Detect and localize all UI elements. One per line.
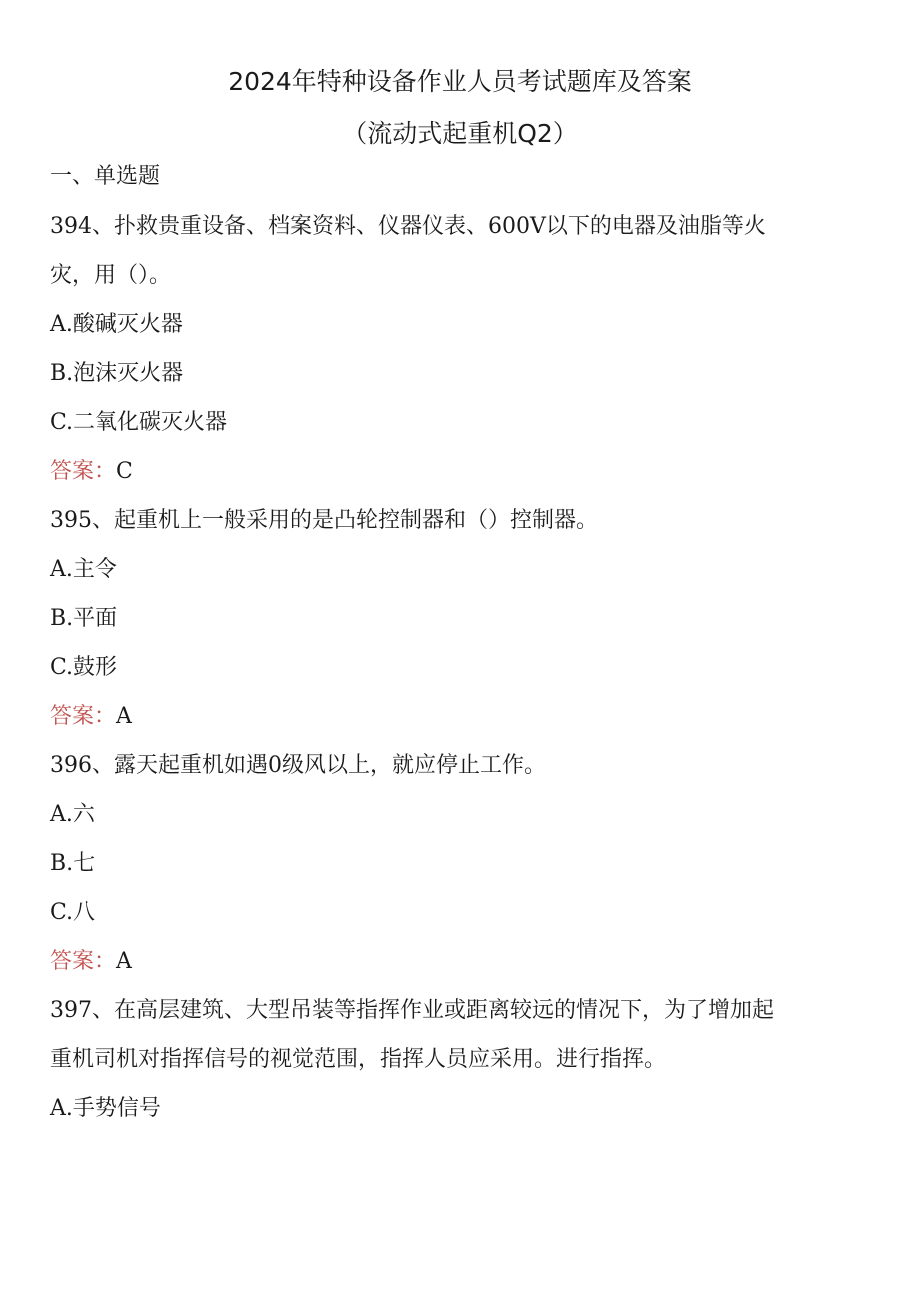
question-395-option-a: A.主令: [50, 557, 117, 582]
question-395-option-c: C.鼓形: [50, 655, 118, 680]
document-title: 2024年特种设备作业人员考试题库及答案: [228, 67, 692, 96]
section-heading: 一、单选题: [50, 164, 161, 189]
question-396-answer: [50, 947, 132, 977]
answer-value: A: [116, 704, 132, 729]
question-394-option-c: C.二氧化碳灭火器: [50, 410, 228, 435]
question-397-stem-line1: 397、在高层建筑、大型吊装等指挥作业或距离较远的情况下，为了增加起: [50, 998, 774, 1023]
document-subtitle: （流动式起重机Q2）: [342, 119, 578, 148]
answer-label: 答案：: [50, 459, 117, 484]
answer-value: A: [116, 949, 132, 974]
question-394-option-a: A.酸碱灭火器: [50, 312, 183, 337]
question-397-stem-line2: 重机司机对指挥信号的视觉范围，指挥人员应采用。进行指挥。: [50, 1047, 667, 1072]
question-394-option-b: B.泡沫灭火器: [50, 361, 184, 386]
question-394-stem-line1: 394、扑救贵重设备、档案资料、仪器仪表、600V以下的电器及油脂等火: [50, 214, 766, 239]
question-396-option-b: B.七: [50, 851, 96, 876]
question-394-answer: [50, 457, 133, 487]
question-395-stem-line1: 395、起重机上一般采用的是凸轮控制器和（）控制器。: [50, 508, 598, 533]
question-394-stem-line2: 灾，用（）。: [50, 263, 172, 288]
answer-label: 答案：: [50, 704, 117, 729]
question-395-option-b: B.平面: [50, 606, 118, 631]
question-396-stem-line1: 396、露天起重机如遇0级风以上，就应停止工作。: [50, 753, 546, 778]
question-395-answer: [50, 702, 132, 732]
question-396-option-a: A.六: [50, 802, 95, 827]
answer-value: C: [116, 459, 133, 484]
question-397-option-a: A.手势信号: [50, 1096, 161, 1121]
question-396-option-c: C.八: [50, 900, 96, 925]
answer-label: 答案：: [50, 949, 117, 974]
